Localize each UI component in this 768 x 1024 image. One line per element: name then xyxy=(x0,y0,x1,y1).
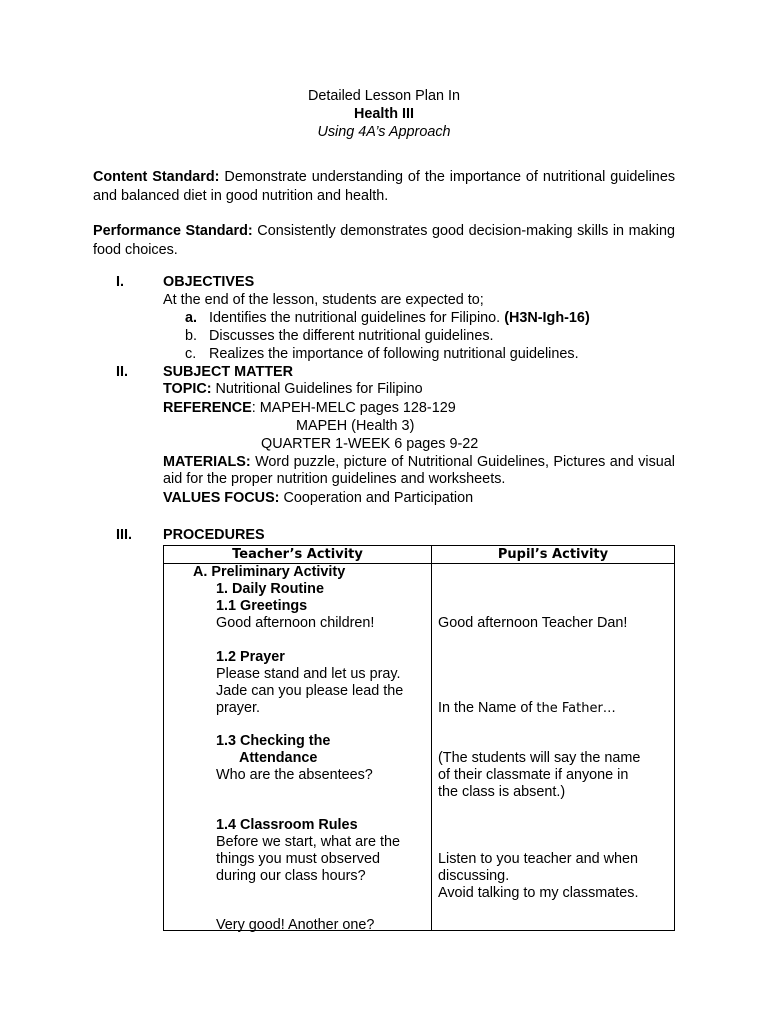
procedures-number: III. xyxy=(116,527,132,543)
objective-marker-c: c. xyxy=(185,346,197,362)
content-standard-label: Content Standard: xyxy=(93,169,220,185)
topic-value: Nutritional Guidelines for Filipino xyxy=(215,381,423,397)
header-subject: Health III xyxy=(354,106,414,122)
objectives-intro: At the end of the lesson, students are expected to; xyxy=(163,292,484,308)
attendance-heading-1: 1.3 Checking the xyxy=(216,733,331,749)
topic-label: TOPIC: xyxy=(163,381,212,397)
reference-line xyxy=(163,400,456,417)
objectives-title: OBJECTIVES xyxy=(163,274,255,290)
teacher-rules-line-1: Before we start, what are the xyxy=(216,834,400,850)
objectives-number: I. xyxy=(116,274,124,290)
teacher-attendance-question: Who are the absentees? xyxy=(216,767,373,783)
values-focus-label: VALUES FOCUS: xyxy=(163,490,280,506)
content-standard-text: Demonstrate understanding of the importance of nutritional guidelines and balanced diet in good nutrition and health. xyxy=(93,169,676,204)
topic-line xyxy=(163,381,423,398)
objective-text-c: Realizes the importance of following nutritional guidelines. xyxy=(209,346,579,362)
daily-routine-heading: 1. Daily Routine xyxy=(216,581,324,597)
pupil-attendance-line-3: the class is absent.) xyxy=(438,784,566,800)
procedures-row xyxy=(164,564,675,931)
materials-value: Word puzzle, picture of Nutritional Guidelines, Pictures and visual aid for the proper nutrition guidelines and worksheets. xyxy=(163,454,676,487)
procedures-header-row xyxy=(164,546,675,564)
reference-value-1: : MAPEH-MELC pages 128-129 xyxy=(251,400,456,416)
subject-matter-number: II. xyxy=(116,364,128,380)
header-line-1: Detailed Lesson Plan In xyxy=(307,88,460,104)
pupil-rules-line-1: Listen to you teacher and when xyxy=(438,851,639,867)
teacher-prayer-line-2: Jade can you please lead the xyxy=(216,683,404,699)
document-header xyxy=(0,87,768,141)
objective-item-a xyxy=(209,310,590,327)
objective-text-b: Discusses the different nutritional guidelines. xyxy=(209,328,494,344)
teacher-rules-line-3: during our class hours? xyxy=(216,868,366,884)
materials-line xyxy=(163,454,675,488)
reference-value-2: MAPEH (Health 3) xyxy=(296,418,415,434)
content-standard xyxy=(93,168,675,206)
procedures-table xyxy=(163,545,675,931)
teacher-rules-line-2: things you must observed xyxy=(216,851,380,867)
attendance-heading-2: Attendance xyxy=(239,750,318,766)
teacher-very-good: Very good! Another one? xyxy=(216,917,375,933)
greetings-heading: 1.1 Greetings xyxy=(216,598,308,614)
performance-standard-colon: : xyxy=(247,223,253,239)
values-focus-value: Cooperation and Participation xyxy=(283,490,474,506)
prayer-heading: 1.2 Prayer xyxy=(216,649,285,665)
objective-code-a: (H3N-Igh-16) xyxy=(504,310,590,326)
pupil-rules-line-3: Avoid talking to my classmates. xyxy=(438,885,639,901)
objective-text-a: Identifies the nutritional guidelines for Filipino. xyxy=(209,310,501,326)
pupil-prayer-part-2: the Father… xyxy=(536,701,616,716)
performance-standard-text: Consistently demonstrates good decision-making skills in making food choices. xyxy=(93,223,676,258)
procedures-title: PROCEDURES xyxy=(163,527,265,543)
teacher-prayer-line-3: prayer. xyxy=(216,700,260,716)
classroom-rules-heading: 1.4 Classroom Rules xyxy=(216,817,358,833)
performance-standard-label: Performance Standard xyxy=(93,223,248,239)
objective-marker-a: a. xyxy=(185,310,198,326)
objective-marker-b: b. xyxy=(185,328,198,344)
pupil-prayer-part-1: In the Name of xyxy=(438,700,533,716)
teacher-greeting: Good afternoon children! xyxy=(216,615,375,631)
materials-label: MATERIALS: xyxy=(163,454,251,470)
pupil-prayer xyxy=(438,700,616,717)
pupil-activity-header: Pupil’s Activity xyxy=(432,546,675,564)
reference-label: REFERENCE xyxy=(163,400,252,416)
teacher-activity-cell xyxy=(164,564,432,931)
pupil-activity-cell xyxy=(432,564,675,931)
pupil-rules-line-2: discussing. xyxy=(438,868,510,884)
subject-matter-title: SUBJECT MATTER xyxy=(163,364,294,380)
pupil-attendance-line-2: of their classmate if anyone in xyxy=(438,767,629,783)
header-approach: Using 4A’s Approach xyxy=(317,124,451,140)
preliminary-activity-heading: A. Preliminary Activity xyxy=(193,564,346,580)
teacher-prayer-line-1: Please stand and let us pray. xyxy=(216,666,401,682)
values-focus-line xyxy=(163,490,473,507)
teacher-activity-header: Teacher’s Activity xyxy=(164,546,432,564)
pupil-greeting: Good afternoon Teacher Dan! xyxy=(438,615,628,631)
pupil-attendance-line-1: (The students will say the name xyxy=(438,750,641,766)
performance-standard xyxy=(93,222,675,260)
reference-value-3: QUARTER 1-WEEK 6 pages 9-22 xyxy=(261,436,479,452)
